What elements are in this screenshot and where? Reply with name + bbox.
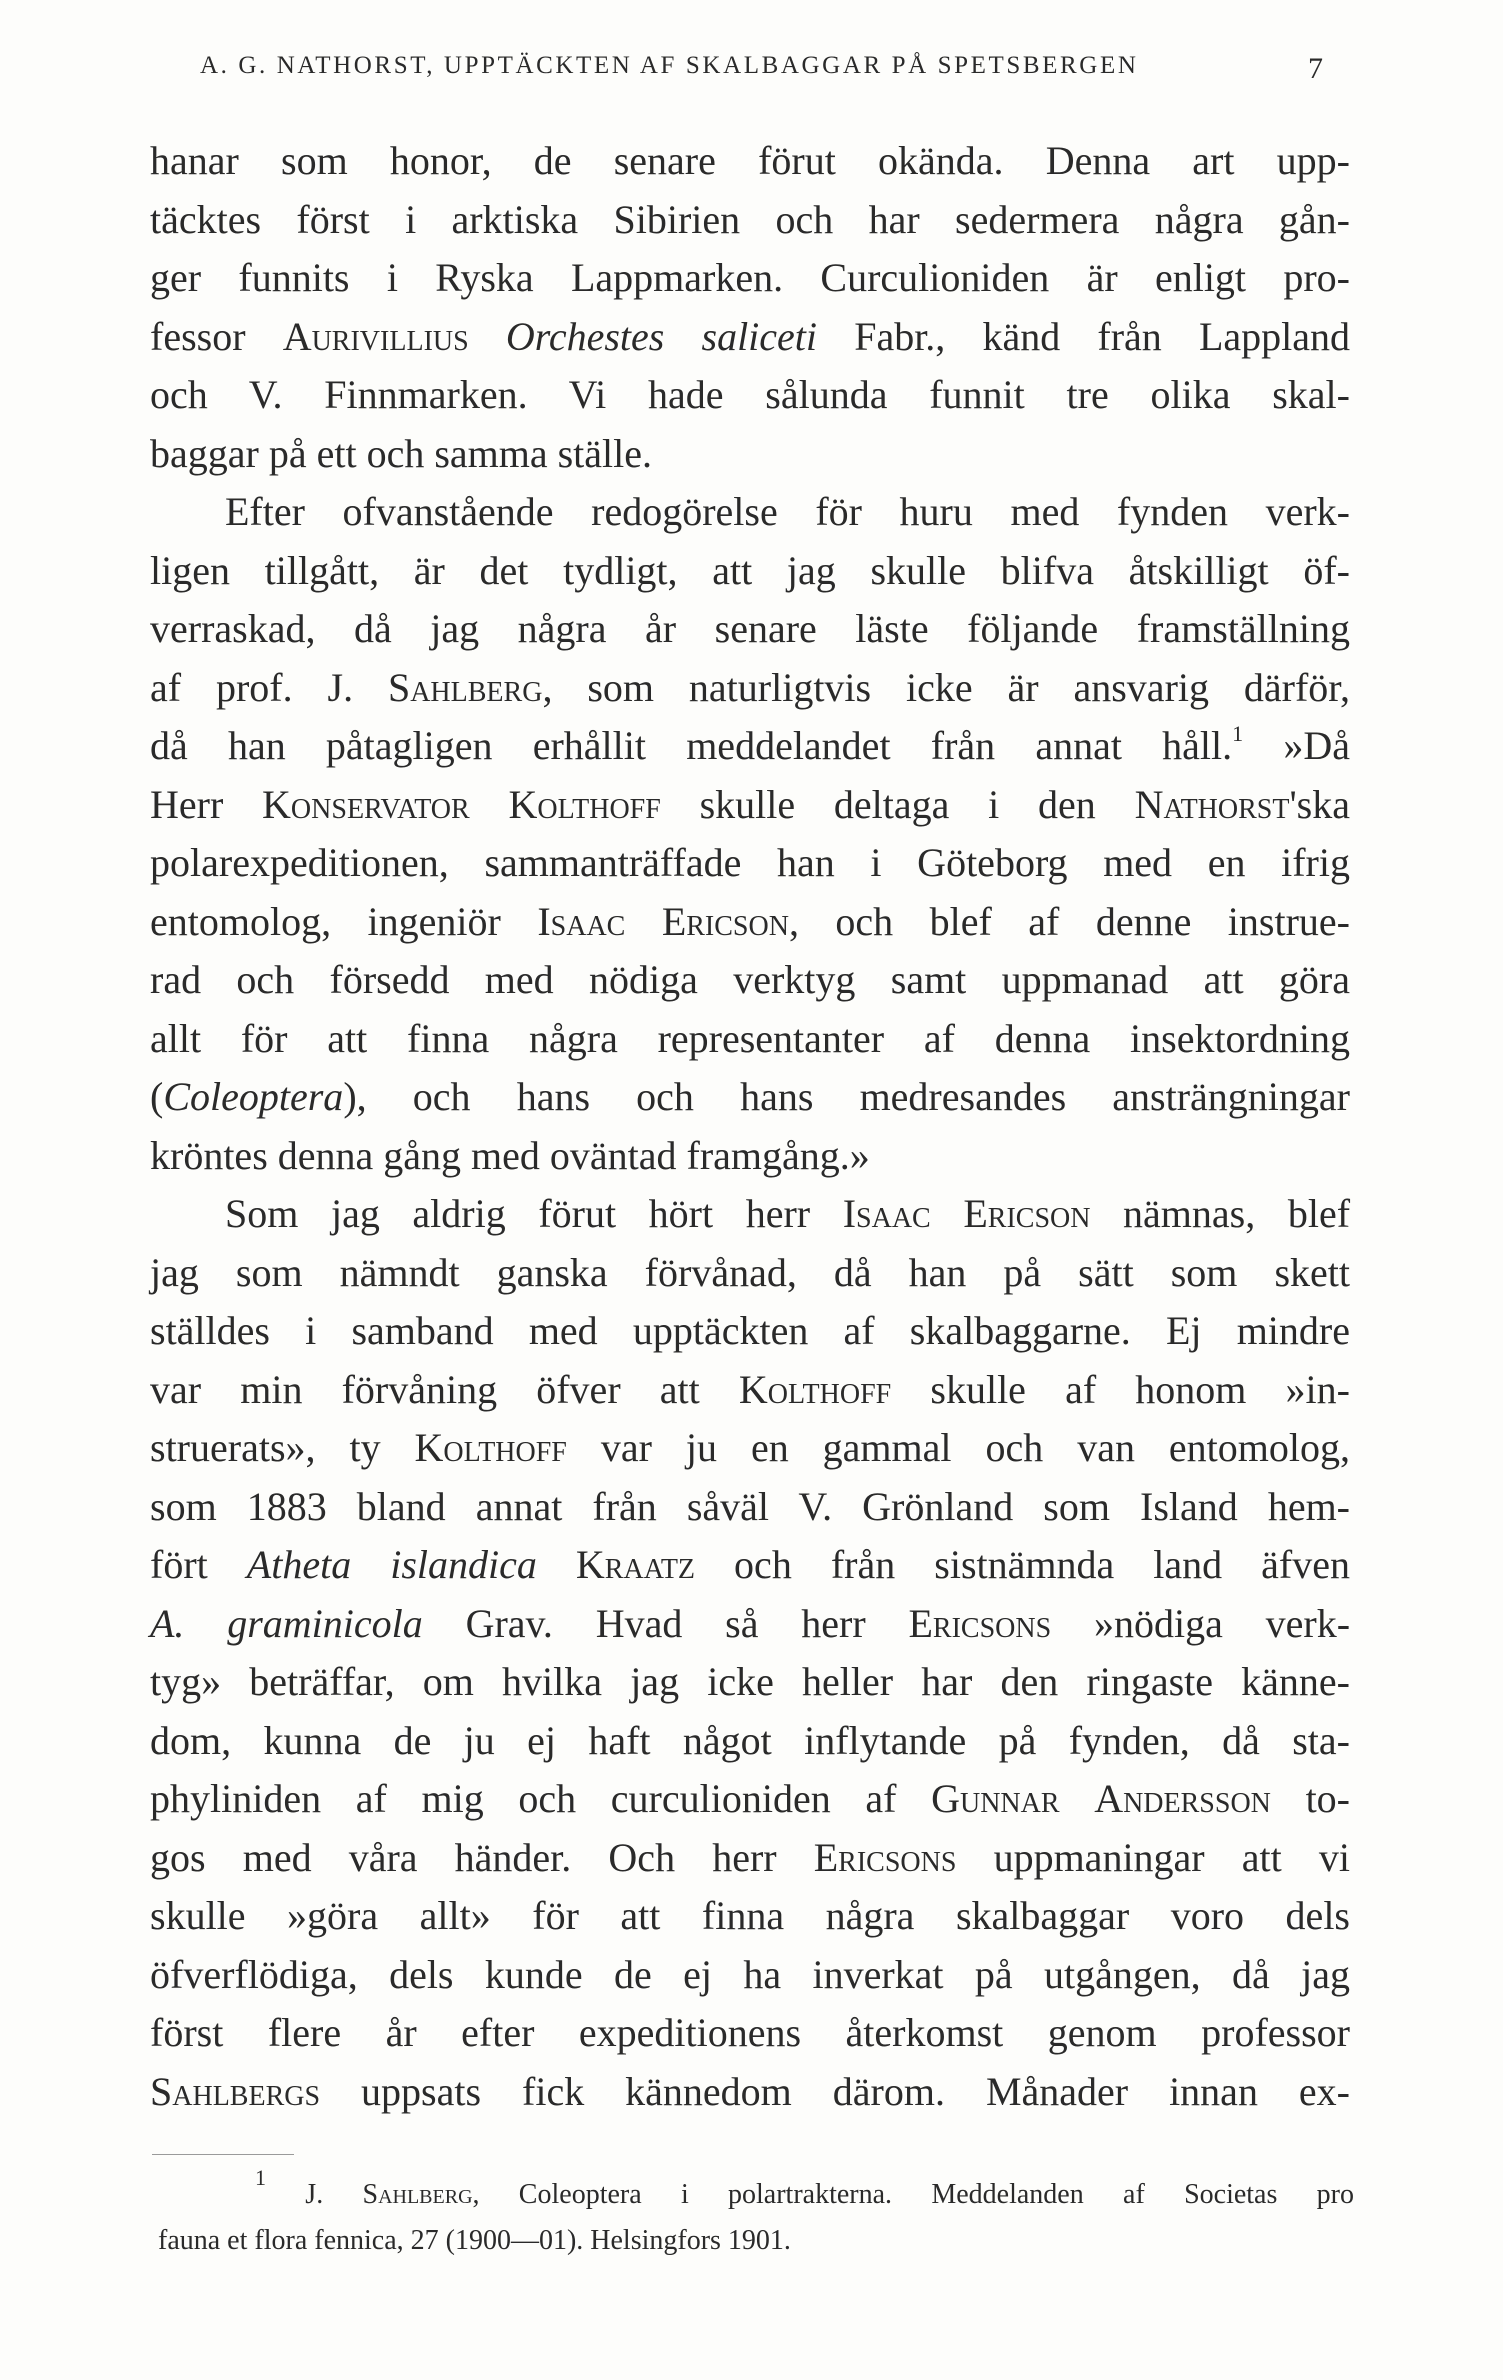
footnote xyxy=(158,2165,1354,2264)
footnote-line: fauna et flora fennica, 27 (1900—01). Helsingfors 1901. xyxy=(158,2225,791,2256)
text-line: ger funnits i Ryska Lappmarken. Curculioniden är enligt pro- xyxy=(150,255,1350,300)
text-line: som 1883 bland annat från såväl V. Grönland som Island hem- xyxy=(150,1483,1350,1529)
text-line: och V. Finnmarken. Vi hade sålunda funnit tre olika skal- xyxy=(150,372,1350,417)
text-line: verraskad, då jag några år senare läste följande framställning xyxy=(150,606,1350,651)
text-line: A. graminicola Grav. Hvad så herr Ericsons »nödiga verk- xyxy=(150,1600,1351,1646)
footnote-line xyxy=(158,2165,1354,2218)
text-line: jag som nämndt ganska förvånad, då han på sätt som skett xyxy=(150,1249,1350,1295)
text-line: täcktes först i arktiska Sibirien och har sedermera några gån- xyxy=(150,196,1350,242)
text-line: var min förvåning öfver att Kolthoff skulle af honom »in- xyxy=(150,1366,1350,1412)
text-line: allt för att finna några representanter af denna insektordning xyxy=(150,1015,1350,1061)
text-line: phyliniden af mig och curculioniden af Gunnar Andersson to- xyxy=(150,1776,1350,1821)
text-line: hanar som honor, de senare förut okända. Denna art upp- xyxy=(150,138,1350,183)
running-header xyxy=(200,52,1350,85)
running-title: A. G. NATHORST, UPPTÄCKTEN AF SKALBAGGAR PÅ SPETSBERGEN xyxy=(200,52,1139,79)
text-line: först flere år efter expeditionens återkomst genom professor xyxy=(150,2010,1350,2055)
text-line: rad och försedd med nödiga verktyg samt uppmanad att göra xyxy=(150,957,1350,1002)
body-text xyxy=(150,132,1350,2121)
footnote-marker: 1 xyxy=(255,2165,266,2190)
text-line: Som jag aldrig förut hört herr Isaac Ericson nämnas, blef xyxy=(225,1191,1351,1236)
text-line: kröntes denna gång med oväntad framgång.» xyxy=(150,1132,870,1178)
text-line: fessor Aurivillius Orchestes saliceti Fabr., känd från Lappland xyxy=(150,313,1350,359)
text-line: ligen tillgått, är det tydligt, att jag skulle blifva åtskilligt öf- xyxy=(150,547,1350,593)
text-line: baggar på ett och samma ställe. xyxy=(150,430,653,476)
text-line: öfverflödiga, dels kunde de ej ha inverkat på utgången, då jag xyxy=(150,1951,1350,1997)
text-line: då han påtagligen erhållit meddelandet från annat håll.$^1$ »Då xyxy=(150,721,1350,768)
text-line: gos med våra händer. Och herr Ericsons uppmaningar att vi xyxy=(150,1834,1350,1880)
text-line: fört Atheta islandica Kraatz och från sistnämnda land äfven xyxy=(150,1542,1350,1587)
text-line: (Coleoptera), och hans och hans medresandes ansträngningar xyxy=(150,1074,1350,1119)
text-line: skulle »göra allt» för att finna några skalbaggar voro dels xyxy=(150,1893,1350,1938)
text-line: ställdes i samband med upptäckten af skalbaggarne. Ej mindre xyxy=(150,1308,1350,1353)
text-line: struerats», ty Kolthoff var ju en gammal och van entomolog, xyxy=(150,1425,1351,1470)
text-line: entomolog, ingeniör Isaac Ericson, och blef af denne instrue- xyxy=(150,898,1350,944)
text-line: af prof. J. Sahlberg, som naturligtvis icke är ansvarig därför, xyxy=(150,664,1351,710)
text-line: dom, kunna de ju ej haft något inflytande på fynden, då sta- xyxy=(150,1717,1350,1763)
text-line: Efter ofvanstående redogörelse för huru med fynden verk- xyxy=(225,489,1350,534)
page-number: 7 xyxy=(1308,52,1323,85)
text-line: tyg» beträffar, om hvilka jag icke heller har den ringaste känne- xyxy=(150,1659,1350,1704)
footnote-text: J. Sahlberg, Coleoptera i polartrakterna. Meddelanden af Societas pro xyxy=(305,2179,1354,2210)
text-line: Sahlbergs uppsats fick kännedom därom. Månader innan ex- xyxy=(150,2068,1350,2114)
footnote-rule xyxy=(152,2154,294,2155)
text-line: Herr Konservator Kolthoff skulle deltaga i den Nathorst'ska xyxy=(150,781,1350,827)
text-line: polarexpeditionen, sammanträffade han i Göteborg med en ifrig xyxy=(150,840,1350,885)
